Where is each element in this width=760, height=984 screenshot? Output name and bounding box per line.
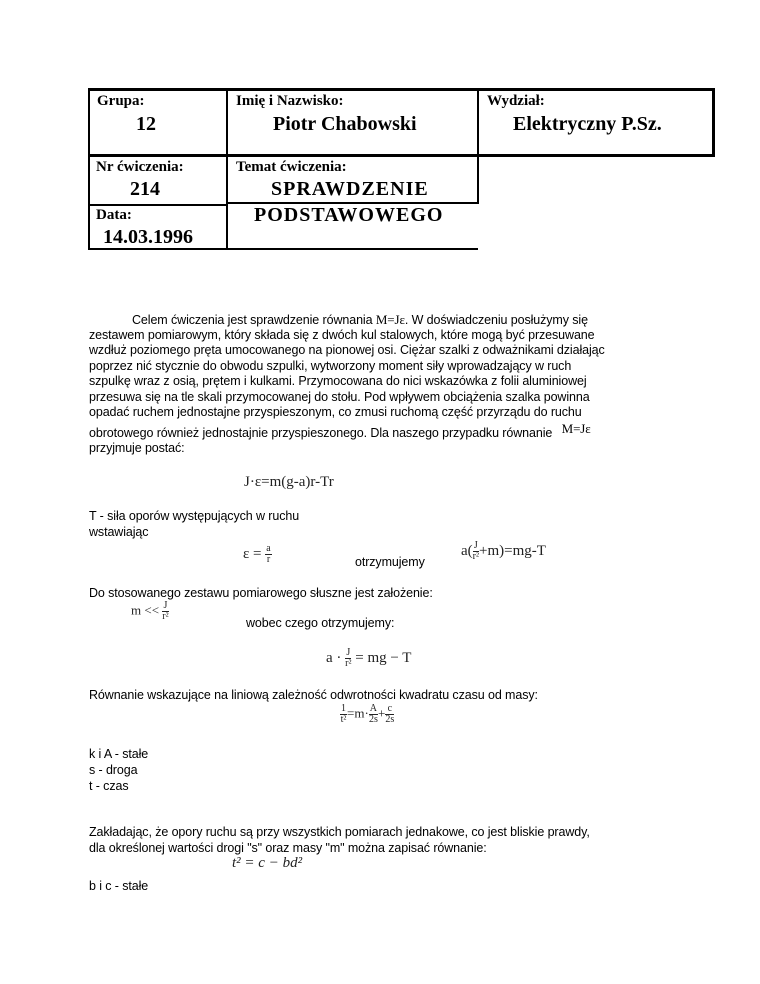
name-value: Piotr Chabowski [273,113,417,135]
linear-text: Równanie wskazujące na liniową zależność odwrotności kwadratu czasu od masy: [89,688,538,702]
fraction-c-over-2s: $\frac{c}{2s}$ [385,703,395,725]
hence-text: wobec czego otrzymujemy: [246,616,395,630]
name-label: Imię i Nazwisko: [236,93,344,109]
intro-line-4: poprzez nić stycznie do obwodu szpulki, wytworzony moment siły wprowadzający w ruch [89,359,572,373]
friction-line-2: wstawiając [89,525,149,539]
group-value: 12 [136,113,156,135]
date-label: Data: [96,207,132,223]
exercise-no-label: Nr ćwiczenia: [96,159,184,175]
intro-line-1: Celem ćwiczenia jest sprawdzenie równania M=Jε. W doświadczeniu posłużymy się [132,312,588,327]
faculty-label: Wydział: [487,93,545,109]
fraction-a-over-r: $\frac{a}{r}$ [266,543,271,565]
final-legend: b i c - stałe [89,879,149,893]
group-label: Grupa: [97,93,145,109]
equation-condition: m << $\frac{J}{\text{r²}}$ [131,600,169,622]
date-value: 14.03.1996 [103,226,193,248]
intro-line-3: wzdłuż poziomego pręta umocowanego na pionowej osi. Ciężar szalki z odważnikami działając [89,343,605,357]
topic-line1: SPRAWDZENIE [271,178,429,200]
equation-result-1: a( $\frac{J}{\text{r²}}$ +m)=mg-T [461,540,546,562]
intro-line-7: opadać ruchem jednostajne przyspieszonym, co zmusi ruchomą część przyrządu do ruchu [89,405,582,419]
equation-m-j-eps: M=Jε [375,312,405,327]
intro-line-9: przyjmuje postać: [89,441,185,455]
exercise-no-value: 214 [130,178,160,200]
topic-label: Temat ćwiczenia: [236,159,347,175]
fraction-cond: $\frac{J}{\text{r²}}$ [162,600,169,622]
friction-line-1: T - siła oporów występujących w ruchu [89,509,300,523]
equation-epsilon: ε = $\frac{a}{r}$ [243,543,271,565]
legend-distance: s - droga [89,763,138,777]
fraction-j-over-r2: $\frac{J}{\text{r²}}$ [472,540,479,562]
intro-line-8: obrotowego również jednostajnie przyspieszonego. Dla naszego przypadku równanie M=Jε [89,421,591,440]
equation-linear: $\frac{1}{\text{t²}}$ =m· $\frac{A}{2s}$ + $\frac{c}{2s}$ [340,703,395,725]
fraction-a-over-2s: $\frac{A}{2s}$ [368,703,378,725]
final-line-1: Zakładając, że opory ruchu są przy wszystkich pomiarach jednakowe, co jest bliskie prawdy, [89,825,590,839]
intro-line-5: szpulkę wraz z osią, prętem i kulkami. Przymocowana do nici wskazówka z folii aluminiowej [89,374,587,388]
equation-final: t² = c − bd² [232,855,303,871]
legend-constants: k i A - stałe [89,747,149,761]
legend-time: t - czas [89,779,129,793]
faculty-value: Elektryczny P.Sz. [513,113,662,135]
assumption-text: Do stosowanego zestawu pomiarowego słuszne jest założenie: [89,586,433,600]
intro-line-6: przesuwa się na tle skali przymocowanej do stołu. Pod wpływem obciążenia szalka powinna [89,390,590,404]
equation-result-2: a · $\frac{J}{\text{r²}}$ = mg − T [326,647,412,669]
intro-line-2: zestawem pomiarowym, który składa się z dwóch kul stalowych, które mogą być przesuwane [89,328,595,342]
fraction-1-over-t2: $\frac{1}{\text{t²}}$ [340,703,347,725]
fraction-j-over-r2-b: $\frac{J}{\text{r²}}$ [345,647,352,669]
equation-m-j-eps-2: M=Jε [561,421,591,436]
equation-motion: J·ε=m(g-a)r-Tr [244,474,334,490]
topic-line2: PODSTAWOWEGO [254,204,444,226]
gives-label: otrzymujemy [355,555,425,569]
final-line-2: dla określonej wartości drogi "s" oraz masy "m" można zapisać równanie: [89,841,487,855]
